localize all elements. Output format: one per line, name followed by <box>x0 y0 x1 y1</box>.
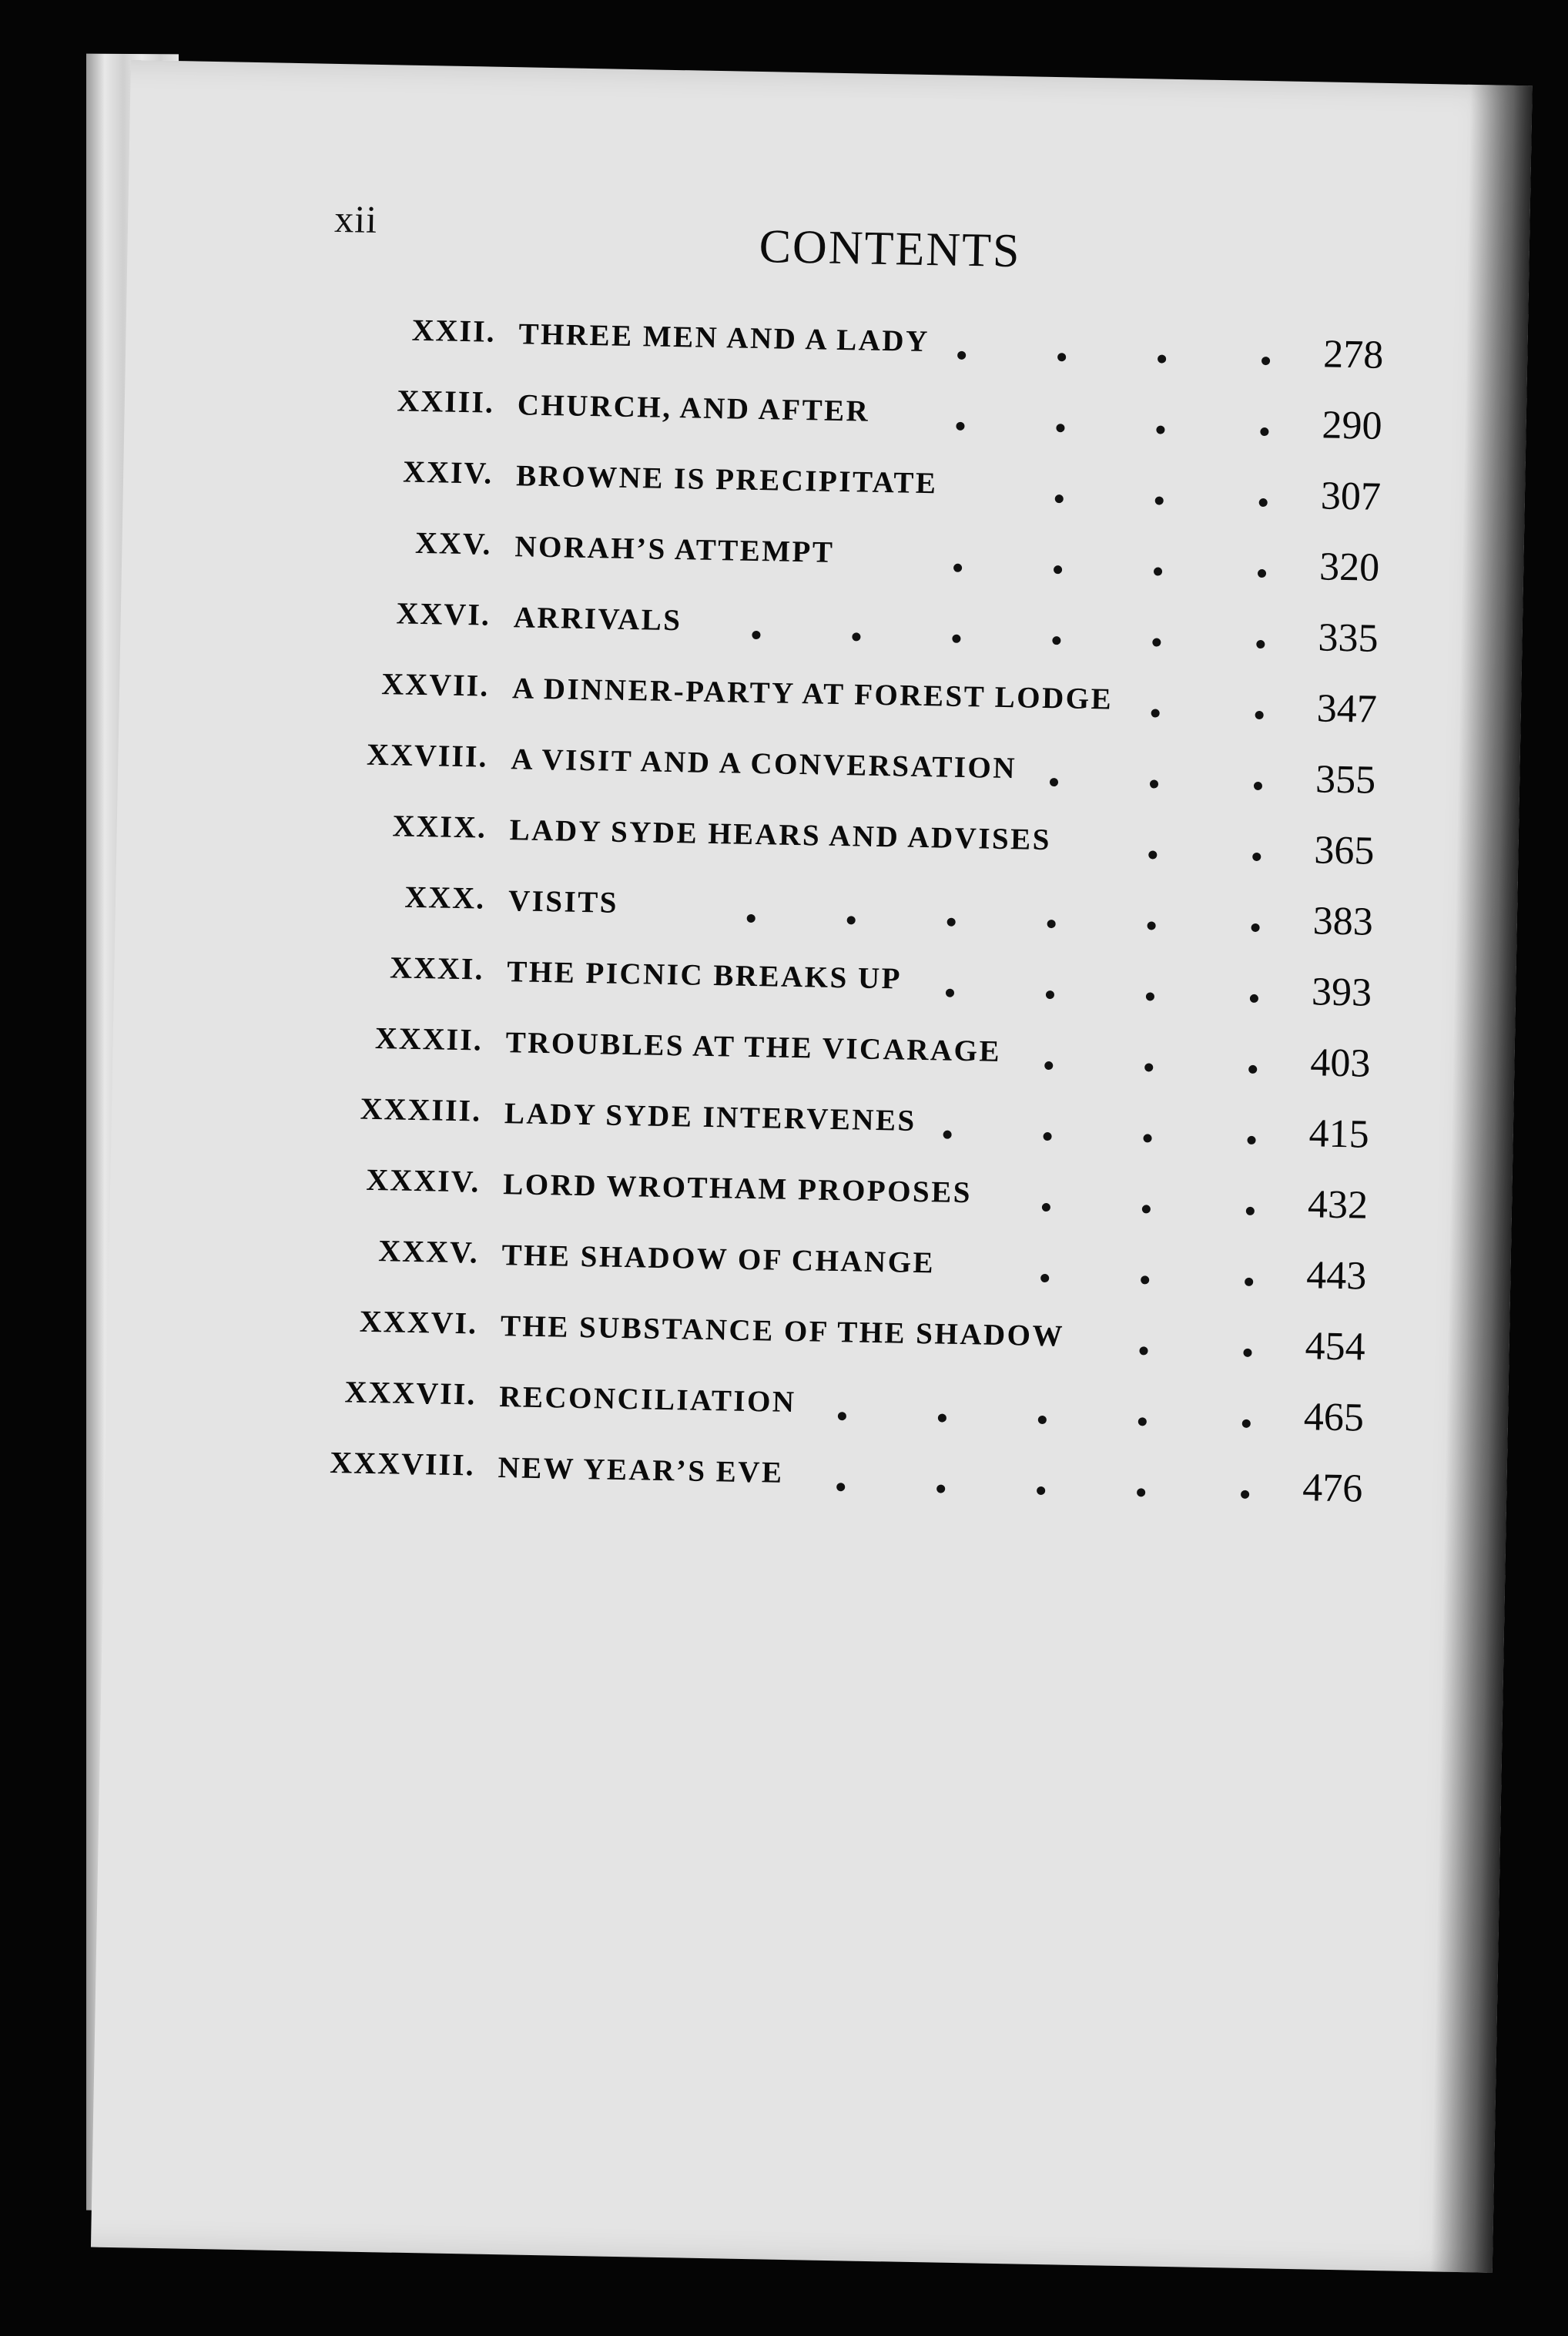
leader-dot <box>838 1412 846 1420</box>
chapter-page-number: 403 <box>1309 1041 1371 1086</box>
leader-dot <box>952 635 960 643</box>
leader-dot <box>1255 711 1264 719</box>
leader-dot <box>1040 1274 1049 1282</box>
chapter-number: XXXI. <box>389 950 484 987</box>
leader-dot <box>1250 994 1258 1003</box>
book-page <box>91 60 1533 2273</box>
leader-dot <box>1038 1416 1047 1424</box>
leader-dot <box>1254 782 1262 790</box>
leader-dot <box>957 351 966 360</box>
leader-dot <box>1245 1278 1253 1286</box>
chapter-title: VISITS <box>508 884 619 920</box>
chapter-page-number: 432 <box>1307 1182 1369 1228</box>
leader-dot <box>1241 1490 1249 1499</box>
chapter-title: NORAH’S ATTEMPT <box>514 530 835 569</box>
chapter-number: XXXII. <box>374 1021 484 1057</box>
leader-dot <box>1259 498 1268 507</box>
leader-dot <box>747 914 756 923</box>
leader-dot <box>1054 565 1062 574</box>
chapter-number: XXXV. <box>377 1233 480 1270</box>
leader-dot <box>1050 778 1058 786</box>
leader-dot <box>1047 920 1056 928</box>
leader-dot <box>1142 1205 1151 1213</box>
chapter-title: THREE MEN AND A LADY <box>518 317 930 359</box>
leader-dot <box>1146 992 1154 1000</box>
chapter-number: XXVI. <box>396 595 491 632</box>
leader-dot <box>946 989 954 997</box>
leader-dot <box>1155 496 1164 504</box>
leader-dot <box>1138 1417 1147 1426</box>
leader-dot <box>938 1413 946 1422</box>
leader-dot <box>1252 853 1261 861</box>
leader-dot <box>1261 357 1270 365</box>
leader-dot <box>1139 1346 1148 1355</box>
leader-dot <box>1156 425 1164 434</box>
chapter-title: RECONCILIATION <box>498 1380 796 1419</box>
leader-dot <box>1151 709 1160 717</box>
chapter-page-number: 465 <box>1303 1395 1365 1440</box>
chapter-number: XXV. <box>414 525 492 561</box>
chapter-title: A VISIT AND A CONVERSATION <box>511 742 1017 786</box>
leader-dot <box>1251 923 1260 932</box>
leader-dot <box>752 631 760 639</box>
chapter-page-number: 365 <box>1313 828 1375 873</box>
chapter-page-number: 335 <box>1317 615 1379 661</box>
leader-dot <box>1258 569 1266 578</box>
leader-dot <box>1148 921 1156 930</box>
chapter-title: LADY SYDE HEARS AND ADVISES <box>509 813 1052 857</box>
chapter-page-number: 415 <box>1308 1111 1370 1157</box>
leader-dot <box>1143 1134 1151 1142</box>
chapter-number: XXVII. <box>381 666 490 703</box>
chapter-page-number: 443 <box>1305 1253 1367 1299</box>
chapter-number: XXII. <box>411 312 497 349</box>
leader-dot <box>1056 424 1064 432</box>
chapter-page-number: 278 <box>1322 332 1384 377</box>
chapter-page-number: 290 <box>1322 403 1383 448</box>
leader-dot <box>1248 1065 1257 1074</box>
chapter-number: XXVIII. <box>366 736 488 774</box>
leader-dot <box>1243 1349 1251 1357</box>
chapter-page-number: 355 <box>1315 757 1376 803</box>
leader-dot <box>1037 1486 1045 1495</box>
chapter-title: LORD WROTHAM PROPOSES <box>502 1168 973 1210</box>
chapter-title: A DINNER-PARTY AT FOREST LODGE <box>511 672 1114 716</box>
leader-dot <box>1141 1275 1149 1284</box>
leader-dot <box>1057 353 1066 361</box>
chapter-page-number: 476 <box>1302 1466 1363 1511</box>
chapter-number: XXIII. <box>397 383 495 420</box>
leader-dot <box>1256 640 1265 649</box>
leader-dot <box>1055 494 1064 503</box>
chapter-page-number: 320 <box>1318 545 1380 590</box>
leader-dot <box>1260 427 1268 436</box>
chapter-page-number: 454 <box>1305 1324 1366 1369</box>
leader-dot <box>1046 990 1054 999</box>
chapter-number: XXXVI. <box>359 1303 478 1341</box>
leader-dot <box>1246 1207 1255 1215</box>
leader-dot <box>1242 1419 1251 1428</box>
chapter-title: THE SUBSTANCE OF THE SHADOW <box>500 1309 1065 1353</box>
leader-dot <box>1148 850 1157 859</box>
leader-dot <box>1043 1132 1051 1141</box>
chapter-page-number: 393 <box>1311 970 1372 1015</box>
leader-dot <box>852 632 860 641</box>
chapter-title: THE PICNIC BREAKS UP <box>506 955 903 996</box>
chapter-number: XXIV. <box>402 454 494 491</box>
leader-dot <box>1247 1136 1255 1145</box>
leader-dot <box>956 422 964 431</box>
leader-dot <box>1144 1063 1153 1071</box>
table-of-contents <box>126 307 1528 1511</box>
chapter-title: ARRIVALS <box>513 601 682 638</box>
leader-dot <box>847 916 856 924</box>
leader-dot <box>1150 779 1158 788</box>
chapter-page-number: 307 <box>1320 474 1382 519</box>
page-folio: xii <box>333 196 378 241</box>
leader-dot <box>1042 1203 1050 1212</box>
leader-dot <box>1044 1061 1053 1070</box>
leader-dot <box>943 1131 952 1139</box>
leader-dot <box>1137 1488 1145 1496</box>
chapter-page-number: 383 <box>1312 899 1374 944</box>
leader-dot <box>953 564 962 572</box>
chapter-page-number: 347 <box>1316 686 1378 732</box>
chapter-title: BROWNE IS PRECIPITATE <box>515 459 938 501</box>
leader-dot <box>1152 638 1161 646</box>
chapter-title: THE SHADOW OF CHANGE <box>501 1238 936 1280</box>
page-heading: CONTENTS <box>759 220 1022 278</box>
chapter-title: TROUBLES AT THE VICARAGE <box>505 1026 1002 1068</box>
chapter-title: NEW YEAR’S EVE <box>498 1451 784 1490</box>
chapter-number: XXIX. <box>392 808 487 845</box>
leader-dot <box>836 1483 845 1491</box>
leader-dot <box>1052 636 1060 645</box>
chapter-number: XXX. <box>404 879 486 916</box>
chapter-number: XXXIII. <box>360 1091 482 1128</box>
chapter-number: XXXVIII. <box>330 1445 476 1483</box>
leader-dot <box>1158 354 1166 363</box>
chapter-title: LADY SYDE INTERVENES <box>504 1097 917 1138</box>
leader-dot <box>936 1484 945 1493</box>
chapter-number: XXXIV. <box>366 1161 481 1199</box>
chapter-number: XXXVII. <box>344 1374 477 1412</box>
leader-dot <box>947 918 956 927</box>
chapter-title: CHURCH, AND AFTER <box>517 388 870 428</box>
leader-dot <box>1154 567 1162 575</box>
